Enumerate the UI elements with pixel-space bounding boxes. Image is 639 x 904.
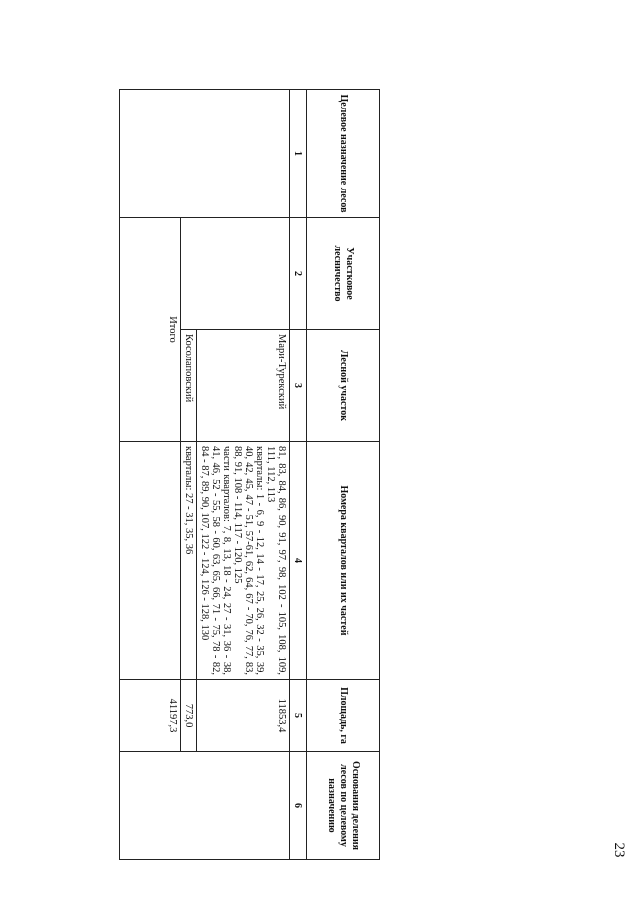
- area-cell: 773,0: [181, 680, 197, 752]
- purpose-cell: [120, 90, 290, 218]
- total-label: Итого: [120, 218, 181, 442]
- column-number: 1: [290, 90, 307, 218]
- column-number: 5: [290, 680, 307, 752]
- area-cell: 11853,4: [197, 680, 290, 752]
- header-purpose: Целевое назначение лесов: [307, 90, 380, 218]
- column-number: 4: [290, 442, 307, 680]
- total-area: 41197,3: [120, 680, 181, 752]
- header-plot: Лесной участок: [307, 330, 380, 442]
- forest-allocation-table-wrap: [124, 89, 380, 859]
- header-basis: Основания деления лесов по целевому назначению: [307, 752, 380, 860]
- column-number: 6: [290, 752, 307, 860]
- column-number: 2: [290, 218, 307, 330]
- column-number: 3: [290, 330, 307, 442]
- table-row: [197, 90, 290, 860]
- plot-cell: Мари-Турекский: [197, 330, 290, 442]
- total-quarters-cell: [120, 442, 181, 680]
- basis-cell: [120, 752, 290, 860]
- district-cell: [181, 218, 290, 330]
- page-number: 23: [611, 842, 627, 858]
- quarters-cell: кварталы: 27 - 31, 35, 36: [181, 442, 197, 680]
- column-number-row: [290, 90, 307, 860]
- plot-cell: Косолаповский: [181, 330, 197, 442]
- table-header-row: [307, 90, 380, 860]
- forest-allocation-table: [119, 89, 380, 860]
- quarters-cell: 81, 83, 84, 86, 90, 91, 97, 98, 102 - 105, 108, 109, 111, 112, 113 кварталы: 1 - 6, 9 - 12, 14 - 17, 25, 26, 32 - 35, 39, 40, 42, 45, 47 - 51, 57-61, 62, 64, 67 - 70, 76, 77, 83, 88, 91, 108 - 114, 117 - 120, 125 части кварталов: 7, 8, 13, 18 - 24, 27 - 31, 36 - 38, 41, 46, 52 - 55, 58 - 60, 63, 65, 66, 71 - 75, 78 - 82, 84 - 87, 89, 90, 107, 122 - 124, 126 - 128, 130: [197, 442, 290, 680]
- header-area: Площадь, га: [307, 680, 380, 752]
- header-quarters: Номера кварталов или их частей: [307, 442, 380, 680]
- header-district: Участковое лесничество: [307, 218, 380, 330]
